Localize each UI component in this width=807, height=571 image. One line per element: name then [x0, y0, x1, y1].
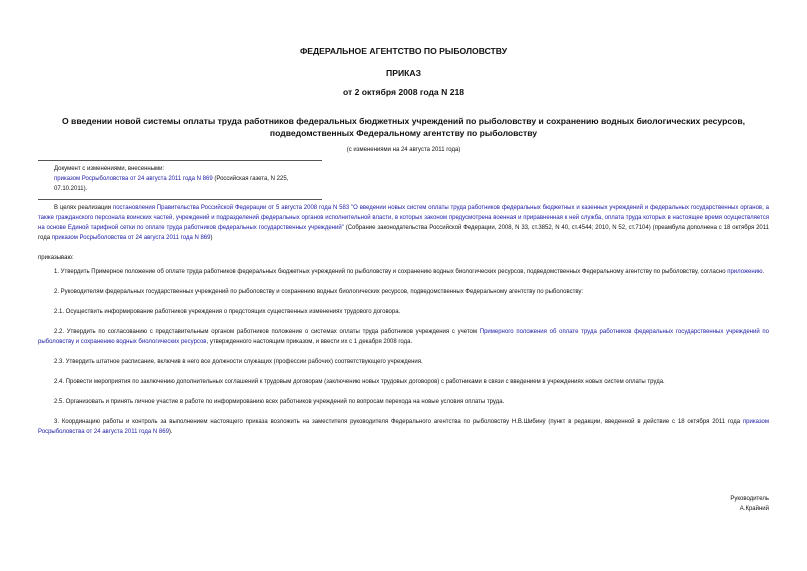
- item-1-end: .: [762, 269, 765, 275]
- item-2-4: 2.4. Провести мероприятия по заключению дополнительных соглашений к трудовым договорам (заключению новых трудовых договоров) с работниками в связи с введением в учреждениях новых систем оплаты труда.: [54, 379, 665, 385]
- item-2-2: [38, 327, 769, 347]
- agency-heading: ФЕДЕРАЛЬНОЕ АГЕНТСТВО ПО РЫБОЛОВСТВУ: [299, 46, 508, 56]
- changes-line: [54, 174, 322, 194]
- changes-intro: Документ с изменениями, внесенными:: [54, 166, 165, 172]
- doc-type-heading: ПРИКАЗ: [386, 68, 421, 78]
- preamble: [38, 203, 769, 243]
- changes-link[interactable]: приказом Росрыболовства от 24 августа 2011 года N 869: [54, 176, 213, 182]
- changes-box: [38, 160, 322, 200]
- signature-role: Руководитель: [730, 496, 769, 502]
- preamble-text-2: (Собрание законодательства Российской Федерации, 2008, N 33, ст.3852, N 40, ст.4544; 2010, N 52, ст.7104) (преамбула дополнена с 18 октября 2011 года: [38, 225, 769, 241]
- item-2-5: 2.5. Организовать и принять личное участие в работе по информированию всех работников учреждений по вопросам перехода на новые условия оплаты труда.: [54, 399, 505, 405]
- preamble-link-order[interactable]: приказом Росрыболовства от 24 августа 2011 года N 869: [51, 235, 211, 241]
- item-1: [38, 267, 769, 277]
- item-3: [38, 417, 769, 437]
- item-3-text: 3. Координацию работы и контроль за выполнением настоящего приказа возложить на заместителя руководителя Федерального агентства по рыболовству Н.В.Шибину (пункт в редакции, введенной в действие с 18 октября 2011 года: [54, 419, 743, 425]
- signature-block: [730, 494, 769, 514]
- preamble-text-3: ): [210, 235, 213, 241]
- document-title: О введении новой системы оплаты труда работников федеральных бюджетных учреждений по рыболовству и сохранению водных биологических ресурсов, подведомственных Федеральному агентству по рыболовству: [61, 116, 746, 138]
- item-2-3: 2.3. Утвердить штатное расписание, включив в него все должности служащих (профессии рабочих) соответствующего учреждения.: [54, 359, 423, 365]
- signature-name: А.Крайний: [739, 506, 769, 512]
- item-2-1: 2.1. Осуществить информирование работников учреждения о предстоящих существенных изменениях трудового договора.: [54, 309, 401, 315]
- order-word: приказываю:: [38, 255, 74, 261]
- preamble-text-1: В целях реализации: [54, 205, 113, 211]
- item-1-link[interactable]: приложению: [727, 269, 763, 275]
- document-body: [38, 203, 769, 447]
- item-1-text: 1. Утвердить Примерное положение об оплате труда работников федеральных бюджетных учреждений по рыболовству и сохранению водных биологических ресурсов, подведомственных Федеральному агентству по рыболовству, согласно: [54, 269, 728, 275]
- item-2-2-link[interactable]: Примерного положения об оплате труда работников федеральных государственных учреждений по рыболовству и сохранению водных биологических ресурсов: [38, 329, 769, 345]
- item-2-2-end: , утвержденного настоящим приказом, и ввести их с 1 декабря 2008 года.: [206, 339, 413, 345]
- item-2-2-text: 2.2. Утвердить по согласованию с представительным органом работников положение о системах оплаты труда работников учреждения с учетом: [54, 329, 480, 335]
- item-3-end: ).: [168, 429, 173, 435]
- preamble-link-resolution[interactable]: постановления Правительства Российской Федерации от 5 августа 2008 года N 583 "О введении новых систем оплаты труда работников федеральных бюджетных и казенных учреждений и федеральных государственных органов, а также гражданского персонала воинских частей, учреждений и подразделений федеральных органов исполнительной власти, в которых законом предусмотрена военная и приравненная к ней служба, оплата труда которых в настоящее время осуществляется на основе Единой тарифной сетки по оплате труда работников федеральных государственных учреждений": [38, 205, 769, 231]
- document-subtitle: (с изменениями на 24 августа 2011 года): [346, 147, 461, 153]
- changes-tail: (Российская газета, N 225, 07.10.2011).: [54, 176, 289, 192]
- date-number-heading: от 2 октября 2008 года N 218: [342, 87, 465, 97]
- item-2: 2. Руководителям федеральных государственных учреждений по рыболовству и сохранению водных биологических ресурсов, подведомственных Федеральному агентству по рыболовству:: [54, 289, 584, 295]
- item-3-link[interactable]: приказом Росрыболовства от 24 августа 2011 года N 869: [38, 419, 769, 435]
